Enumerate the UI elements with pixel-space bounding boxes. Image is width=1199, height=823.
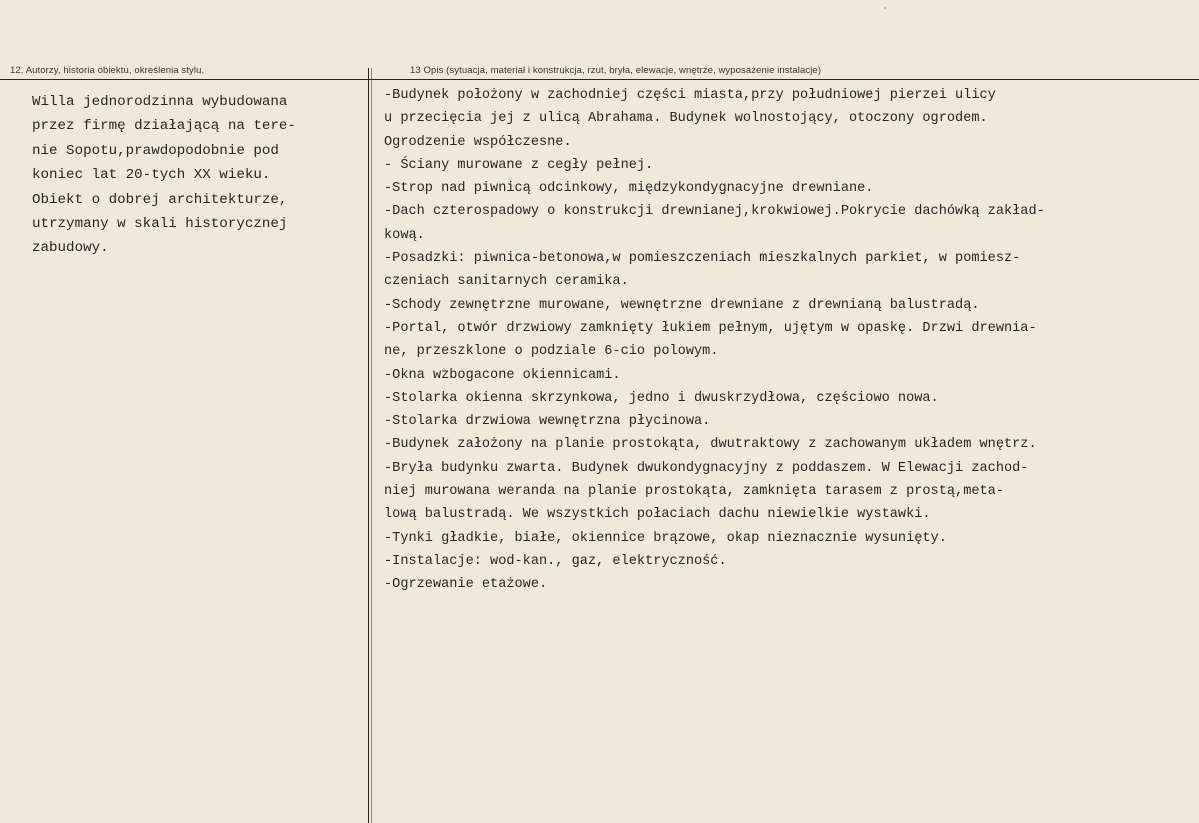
text-line: -Stolarka okienna skrzynkowa, jedno i dwuskrzydłowa, częściowo nowa. [384,390,939,406]
authors-history-text [32,90,362,261]
column-divider-shadow [371,68,372,823]
text-line: Obiekt o dobrej architekturze, [32,191,288,208]
text-line: -Bryła budynku zwarta. Budynek dwukondygnacyjny z poddaszem. W Elewacji zachod- [384,460,1029,476]
text-line: -Ogrzewanie etażowe. [384,577,548,593]
text-line: -Portal, otwór drzwiowy zamknięty łukiem pełnym, ujętym w opaskę. Drzwi drewnia- [384,320,1037,336]
text-line: -Strop nad piwnicą odcinkowy, międzykondygnacyjne drewniane. [384,181,874,197]
text-line: -Budynek założony na planie prostokąta, dwutraktowy z zachowanym układem wnętrz. [384,437,1037,453]
text-line: -Okna wzbogacone okiennicami. [384,367,621,383]
text-line: utrzymany w skali historycznej [32,215,288,232]
text-line: czeniach sanitarnych ceramika. [384,274,629,290]
text-line: przez firmę działającą na tere- [32,118,296,135]
text-line: kową. [384,227,425,243]
paper-speck [884,7,886,9]
section-13-header: 13 Opis (sytuacja, materiał i konstrukcja, rzut, bryła, elewacje, wnętrze, wyposażenie instalacje) [410,65,822,76]
column-divider [368,68,369,823]
text-line: niej murowana weranda na planie prostokąta, zamknięta tarasem z prostą,meta- [384,484,1004,500]
text-line: ne, przeszklone o podziale 6-cio polowym. [384,344,719,360]
text-line: -Schody zewnętrzne murowane, wewnętrzne drewniane z drewnianą balustradą. [384,297,980,313]
text-line: -Stolarka drzwiowa wewnętrzna płycinowa. [384,414,711,430]
header-divider [0,79,1199,80]
text-line: lową balustradą. We wszystkich połaciach dachu niewielkie wystawki. [384,507,931,523]
text-line: -Instalacje: wod-kan., gaz, elektryczność. [384,553,727,569]
section-12-header: 12. Autorzy, historia obiektu, określenia stylu. [10,65,205,76]
text-line: u przecięcia jej z ulicą Abrahama. Budynek wolnostojący, otoczony ogrodem. [384,111,988,127]
text-line: -Tynki gładkie, białe, okiennice brązowe, okap nieznacznie wysunięty. [384,530,947,546]
description-text [384,84,1194,597]
text-line: Ogrodzenie współczesne. [384,134,572,150]
text-line: Willa jednorodzinna wybudowana [32,94,288,110]
text-line: -Posadzki: piwnica-betonowa,w pomieszczeniach mieszkalnych parkiet, w pomiesz- [384,251,1021,267]
text-line: - Ściany murowane z cegły pełnej. [384,157,654,173]
text-line: nie Sopotu,prawdopodobnie pod [32,142,279,159]
text-line: zabudowy. [32,240,109,257]
text-line: -Budynek położony w zachodniej części miasta,przy południowej pierzei ulicy [384,88,996,103]
text-line: koniec lat 20-tych XX wieku. [32,167,271,184]
text-line: -Dach czterospadowy o konstrukcji drewnianej,krokwiowej.Pokrycie dachówką zakład- [384,204,1045,220]
